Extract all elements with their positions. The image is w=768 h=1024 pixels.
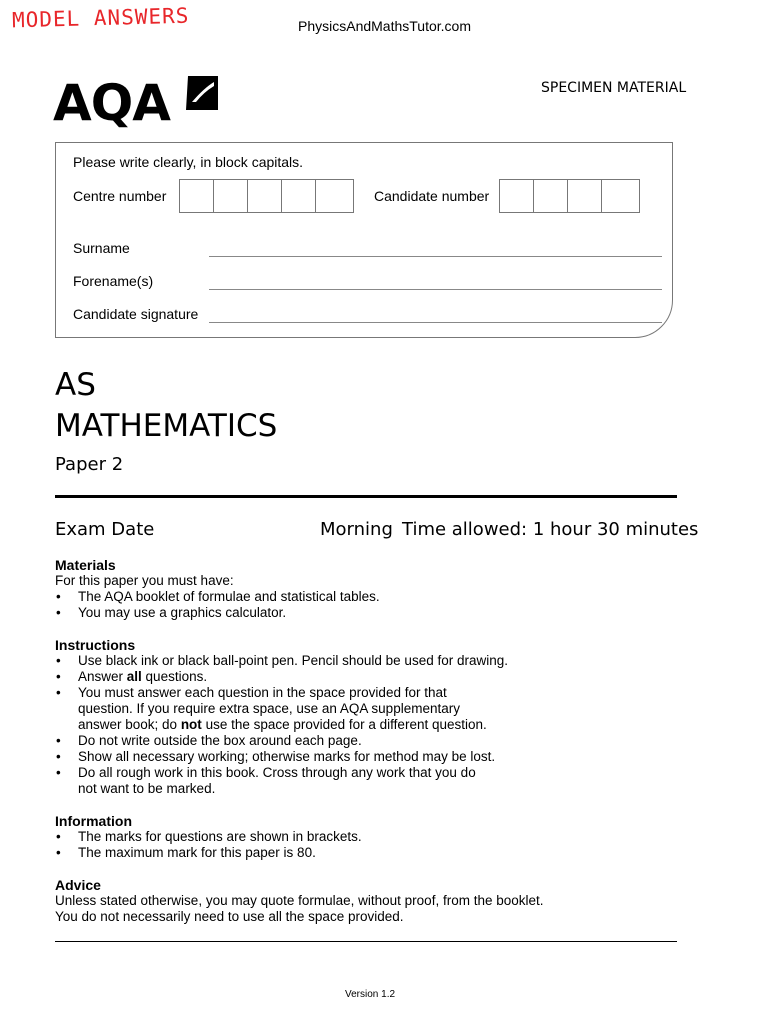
digit-box[interactable] [316, 180, 350, 212]
subject-title: MATHEMATICS [55, 408, 278, 444]
version-label: Version 1.2 [345, 989, 396, 1000]
materials-list [55, 589, 380, 621]
list-item: • The maximum mark for this paper is 80. [55, 845, 362, 861]
digit-box[interactable] [602, 180, 636, 212]
candidate-number-label: Candidate number [374, 188, 490, 204]
aqa-logo-mark-icon [184, 74, 220, 112]
exam-date: Exam Date [55, 519, 155, 540]
digit-box[interactable] [180, 180, 214, 212]
surname-field[interactable] [209, 256, 662, 257]
candidate-number-boxes[interactable] [499, 179, 640, 213]
forename-field[interactable] [209, 289, 662, 290]
digit-box[interactable] [568, 180, 602, 212]
digit-box[interactable] [500, 180, 534, 212]
materials-intro: For this paper you must have: [55, 573, 234, 588]
centre-number-label: Centre number [73, 188, 167, 204]
time-allowed: Time allowed: 1 hour 30 minutes [402, 519, 699, 540]
instructions-heading: Instructions [55, 637, 136, 653]
form-instruction: Please write clearly, in block capitals. [73, 154, 304, 170]
signature-field[interactable] [209, 322, 662, 323]
centre-number-boxes[interactable] [179, 179, 354, 213]
forename-label: Forename(s) [73, 273, 154, 289]
digit-box[interactable] [248, 180, 282, 212]
list-item: • Use black ink or black ball-point pen. Pencil should be used for drawing. [55, 653, 508, 669]
signature-label: Candidate signature [73, 306, 199, 322]
list-item: • Answer all questions. [55, 669, 508, 685]
surname-label: Surname [73, 240, 130, 256]
digit-box[interactable] [214, 180, 248, 212]
list-item: • The marks for questions are shown in brackets. [55, 829, 362, 845]
digit-box[interactable] [534, 180, 568, 212]
exam-session: Morning [320, 519, 393, 540]
candidate-details-form [55, 142, 673, 338]
information-heading: Information [55, 813, 132, 829]
list-item: • The AQA booklet of formulae and statistical tables. [55, 589, 380, 605]
instructions-list [55, 653, 508, 797]
list-item: • Do all rough work in this book. Cross through any work that you do not want to be marked. [55, 765, 508, 797]
list-item: • Do not write outside the box around each page. [55, 733, 508, 749]
advice-heading: Advice [55, 877, 101, 893]
subject-level: AS [55, 367, 96, 403]
bottom-divider [55, 941, 677, 942]
advice-line: Unless stated otherwise, you may quote formulae, without proof, from the booklet. [55, 893, 544, 908]
specimen-material-label: SPECIMEN MATERIAL [541, 80, 687, 96]
list-item: • You must answer each question in the space provided for that question. If you require extra space, use an AQA supplementary answer book; do not use the space provided for a different question. [55, 685, 508, 733]
paper-number: Paper 2 [55, 454, 124, 475]
aqa-logo-text: AQA [53, 74, 170, 132]
list-item: • Show all necessary working; otherwise marks for method may be lost. [55, 749, 508, 765]
materials-heading: Materials [55, 557, 116, 573]
site-header: PhysicsAndMathsTutor.com [298, 18, 471, 34]
title-divider [55, 495, 677, 498]
advice-line: You do not necessarily need to use all the space provided. [55, 909, 404, 924]
model-answers-stamp: MODEL ANSWERS [11, 3, 190, 33]
digit-box[interactable] [282, 180, 316, 212]
list-item: • You may use a graphics calculator. [55, 605, 380, 621]
information-list [55, 829, 362, 861]
